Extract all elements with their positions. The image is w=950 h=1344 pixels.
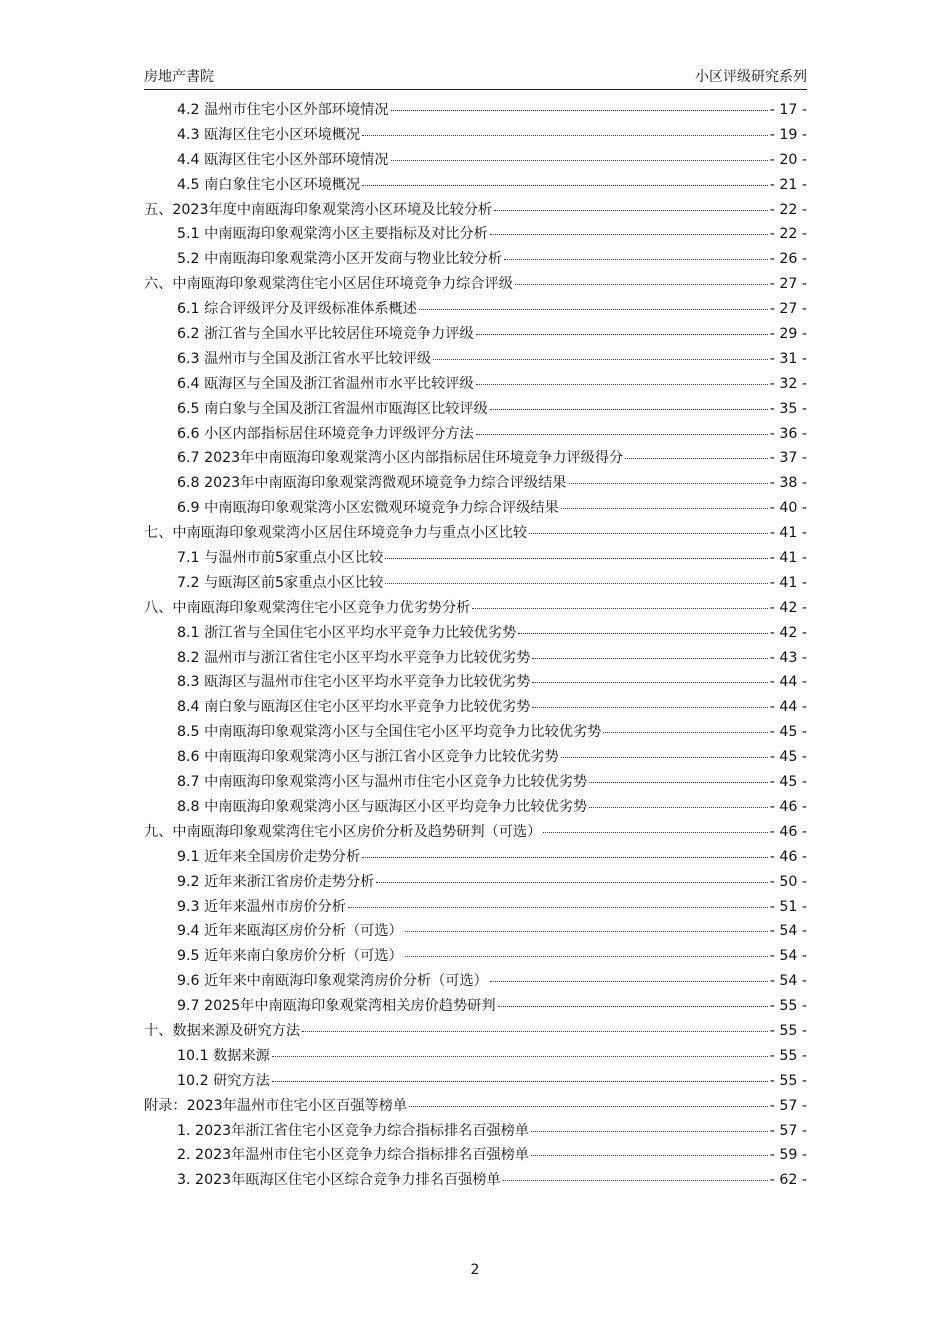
toc-entry-label: 7.2 与瓯海区前5家重点小区比较 bbox=[177, 574, 384, 591]
toc-dot-leader bbox=[391, 159, 768, 161]
toc-entry-page: - 22 - bbox=[769, 201, 807, 218]
toc-entry-page: - 55 - bbox=[769, 1072, 807, 1089]
toc-entry-label: 8.4 南白象与瓯海区住宅小区平均水平竞争力比较优劣势 bbox=[177, 699, 531, 716]
toc-entry[interactable] bbox=[144, 149, 807, 174]
toc-dot-leader bbox=[504, 258, 768, 260]
toc-entry-label: 十、数据来源及研究方法 bbox=[144, 1022, 301, 1039]
toc-entry[interactable] bbox=[144, 970, 807, 995]
toc-entry-label: 4.5 南白象住宅小区环境概况 bbox=[177, 176, 361, 193]
toc-dot-leader bbox=[494, 209, 767, 211]
toc-entry-label: 八、中南瓯海印象观棠湾住宅小区竞争力优劣势分析 bbox=[144, 599, 471, 616]
toc-entry-page: - 41 - bbox=[769, 550, 807, 567]
toc-dot-leader bbox=[569, 482, 768, 484]
toc-entry-label: 2. 2023年温州市住宅小区竞争力综合指标排名百强榜单 bbox=[177, 1147, 530, 1164]
toc-entry-page: - 42 - bbox=[769, 599, 807, 616]
toc-entry-label: 7.1 与温州市前5家重点小区比较 bbox=[177, 550, 384, 567]
toc-entry[interactable] bbox=[144, 398, 807, 423]
toc-entry[interactable] bbox=[144, 821, 807, 846]
toc-entry-page: - 29 - bbox=[769, 326, 807, 343]
toc-entry[interactable] bbox=[144, 199, 807, 224]
toc-entry[interactable] bbox=[144, 721, 807, 746]
toc-entry-page: - 51 - bbox=[769, 898, 807, 915]
toc-entry[interactable] bbox=[144, 572, 807, 597]
toc-entry-label: 6.2 浙江省与全国水平比较居住环境竞争力评级 bbox=[177, 326, 474, 343]
toc-dot-leader bbox=[490, 233, 768, 235]
toc-entry-page: - 44 - bbox=[769, 674, 807, 691]
toc-entry-label: 6.6 小区内部指标居住环境竞争力评级评分方法 bbox=[177, 425, 474, 442]
toc-entry-label: 9.1 近年来全国房价走势分析 bbox=[177, 848, 361, 865]
toc-entry-label: 6.9 中南瓯海印象观棠湾小区宏微观环境竞争力综合评级结果 bbox=[177, 500, 559, 517]
toc-entry[interactable] bbox=[144, 497, 807, 522]
toc-entry-page: - 31 - bbox=[769, 350, 807, 367]
toc-entry-label: 8.8 中南瓯海印象观棠湾小区与瓯海区小区平均竞争力比较优劣势 bbox=[177, 798, 588, 815]
toc-entry[interactable] bbox=[144, 348, 807, 373]
toc-entry-label: 5.1 中南瓯海印象观棠湾小区主要指标及对比分析 bbox=[177, 226, 488, 243]
toc-dot-leader bbox=[385, 557, 767, 559]
toc-dot-leader bbox=[476, 383, 768, 385]
toc-entry[interactable] bbox=[144, 1144, 807, 1169]
toc-dot-leader bbox=[385, 582, 767, 584]
toc-entry-label: 4.4 瓯海区住宅小区外部环境情况 bbox=[177, 151, 389, 168]
toc-entry-page: - 45 - bbox=[769, 724, 807, 741]
toc-entry-page: - 50 - bbox=[769, 873, 807, 890]
toc-entry-label: 9.6 近年来中南瓯海印象观棠湾房价分析（可选） bbox=[177, 973, 488, 990]
toc-dot-leader bbox=[405, 930, 768, 932]
toc-entry-page: - 54 - bbox=[769, 973, 807, 990]
header-right-title: 小区评级研究系列 bbox=[695, 69, 807, 85]
toc-entry[interactable] bbox=[144, 273, 807, 298]
toc-entry-page: - 32 - bbox=[769, 375, 807, 392]
toc-entry[interactable] bbox=[144, 1120, 807, 1145]
toc-entry[interactable] bbox=[144, 124, 807, 149]
toc-entry-label: 8.7 中南瓯海印象观棠湾小区与温州市住宅小区竞争力比较优劣势 bbox=[177, 774, 588, 791]
toc-dot-leader bbox=[603, 731, 767, 733]
toc-dot-leader bbox=[515, 283, 768, 285]
toc-dot-leader bbox=[561, 756, 768, 758]
toc-entry[interactable] bbox=[144, 771, 807, 796]
toc-entry-page: - 27 - bbox=[769, 276, 807, 293]
toc-entry-page: - 55 - bbox=[769, 998, 807, 1015]
toc-dot-leader bbox=[503, 1179, 768, 1181]
toc-entry-label: 4.3 瓯海区住宅小区环境概况 bbox=[177, 126, 361, 143]
toc-entry-page: - 27 - bbox=[769, 301, 807, 318]
toc-dot-leader bbox=[391, 109, 768, 111]
toc-entry[interactable] bbox=[144, 547, 807, 572]
toc-entry[interactable] bbox=[144, 796, 807, 821]
toc-dot-leader bbox=[589, 781, 768, 783]
page-number: 2 bbox=[470, 1262, 480, 1278]
toc-entry-page: - 62 - bbox=[769, 1172, 807, 1189]
toc-dot-leader bbox=[531, 1130, 768, 1132]
toc-entry-label: 七、中南瓯海印象观棠湾小区居住环境竞争力与重点小区比较 bbox=[144, 525, 528, 542]
toc-dot-leader bbox=[376, 881, 767, 883]
toc-entry-label: 1. 2023年浙江省住宅小区竞争力综合指标排名百强榜单 bbox=[177, 1122, 530, 1139]
toc-entry-label: 9.7 2025年中南瓯海印象观棠湾相关房价趋势研判 bbox=[177, 998, 496, 1015]
toc-dot-leader bbox=[531, 1154, 768, 1156]
toc-entry-label: 9.3 近年来温州市房价分析 bbox=[177, 898, 346, 915]
toc-entry[interactable] bbox=[144, 1045, 807, 1070]
toc-dot-leader bbox=[532, 681, 767, 683]
toc-entry-page: - 41 - bbox=[769, 574, 807, 591]
toc-dot-leader bbox=[498, 1005, 768, 1007]
toc-entry[interactable] bbox=[144, 174, 807, 199]
toc-dot-leader bbox=[362, 856, 768, 858]
toc-entry-page: - 57 - bbox=[769, 1122, 807, 1139]
toc-entry[interactable] bbox=[144, 1020, 807, 1045]
toc-entry[interactable] bbox=[144, 622, 807, 647]
toc-dot-leader bbox=[419, 308, 768, 310]
toc-dot-leader bbox=[589, 806, 768, 808]
toc-entry-page: - 20 - bbox=[769, 151, 807, 168]
toc-entry-label: 九、中南瓯海印象观棠湾住宅小区房价分析及趋势研判（可选） bbox=[144, 823, 542, 840]
toc-dot-leader bbox=[272, 1080, 768, 1082]
toc-entry[interactable] bbox=[144, 223, 807, 248]
toc-entry[interactable] bbox=[144, 447, 807, 472]
toc-entry[interactable] bbox=[144, 945, 807, 970]
toc-entry[interactable] bbox=[144, 920, 807, 945]
toc-entry-page: - 54 - bbox=[769, 948, 807, 965]
toc-entry-label: 6.3 温州市与全国及浙江省水平比较评级 bbox=[177, 350, 432, 367]
toc-entry[interactable] bbox=[144, 298, 807, 323]
toc-entry-page: - 36 - bbox=[769, 425, 807, 442]
toc-entry[interactable] bbox=[144, 1070, 807, 1095]
toc-entry-label: 五、2023年度中南瓯海印象观棠湾小区环境及比较分析 bbox=[144, 201, 493, 218]
toc-entry[interactable] bbox=[144, 647, 807, 672]
toc-entry[interactable] bbox=[144, 597, 807, 622]
toc-entry-label: 六、中南瓯海印象观棠湾住宅小区居住环境竞争力综合评级 bbox=[144, 276, 513, 293]
toc-entry-page: - 46 - bbox=[769, 798, 807, 815]
toc-entry-page: - 35 - bbox=[769, 400, 807, 417]
toc-entry[interactable] bbox=[144, 696, 807, 721]
toc-entry-label: 8.2 温州市与浙江省住宅小区平均水平竞争力比较优劣势 bbox=[177, 649, 531, 666]
toc-dot-leader bbox=[405, 955, 768, 957]
toc-entry-page: - 45 - bbox=[769, 749, 807, 766]
toc-entry-label: 3. 2023年瓯海区住宅小区综合竞争力排名百强榜单 bbox=[177, 1172, 501, 1189]
toc-entry[interactable] bbox=[144, 1095, 807, 1120]
toc-dot-leader bbox=[362, 184, 768, 186]
toc-entry-page: - 55 - bbox=[769, 1022, 807, 1039]
toc-entry-label: 6.8 2023年中南瓯海印象观棠湾微观环境竞争力综合评级结果 bbox=[177, 475, 567, 492]
toc-dot-leader bbox=[302, 1030, 768, 1032]
toc-entry-page: - 46 - bbox=[769, 823, 807, 840]
toc-dot-leader bbox=[472, 607, 767, 609]
toc-entry-page: - 26 - bbox=[769, 251, 807, 268]
toc-entry-label: 9.4 近年来瓯海区房价分析（可选） bbox=[177, 923, 403, 940]
toc-entry[interactable] bbox=[144, 746, 807, 771]
toc-dot-leader bbox=[561, 507, 768, 509]
toc-entry-page: - 19 - bbox=[769, 126, 807, 143]
toc-entry-label: 6.4 瓯海区与全国及浙江省温州市水平比较评级 bbox=[177, 375, 474, 392]
toc-entry-label: 10.1 数据来源 bbox=[177, 1047, 270, 1064]
toc-dot-leader bbox=[518, 632, 767, 634]
toc-dot-leader bbox=[532, 706, 767, 708]
toc-entry[interactable] bbox=[144, 671, 807, 696]
toc-entry-page: - 21 - bbox=[769, 176, 807, 193]
toc-entry[interactable] bbox=[144, 522, 807, 547]
toc-entry-page: - 44 - bbox=[769, 699, 807, 716]
toc-entry-label: 10.2 研究方法 bbox=[177, 1072, 270, 1089]
toc-entry[interactable] bbox=[144, 248, 807, 273]
toc-entry-page: - 40 - bbox=[769, 500, 807, 517]
toc-entry-page: - 46 - bbox=[769, 848, 807, 865]
toc-entry[interactable] bbox=[144, 373, 807, 398]
toc-entry-label: 8.6 中南瓯海印象观棠湾小区与浙江省小区竞争力比较优劣势 bbox=[177, 749, 559, 766]
toc-entry-label: 4.2 温州市住宅小区外部环境情况 bbox=[177, 102, 389, 118]
header-left-title: 房地产書院 bbox=[144, 69, 214, 85]
toc-dot-leader bbox=[476, 333, 768, 335]
toc-entry-page: - 17 - bbox=[769, 102, 807, 118]
toc-entry-label: 6.5 南白象与全国及浙江省温州市瓯海区比较评级 bbox=[177, 400, 488, 417]
toc-entry[interactable] bbox=[144, 423, 807, 448]
toc-entry[interactable] bbox=[144, 871, 807, 896]
toc-entry[interactable] bbox=[144, 472, 807, 497]
toc-entry[interactable] bbox=[144, 846, 807, 871]
toc-dot-leader bbox=[476, 433, 768, 435]
toc-entry-label: 6.1 综合评级评分及评级标准体系概述 bbox=[177, 301, 417, 318]
toc-entry-page: - 45 - bbox=[769, 774, 807, 791]
toc-entry-label: 附录：2023年温州市住宅小区百强等榜单 bbox=[144, 1097, 408, 1114]
toc-dot-leader bbox=[409, 1105, 768, 1107]
toc-entry[interactable] bbox=[144, 896, 807, 921]
toc-entry-page: - 59 - bbox=[769, 1147, 807, 1164]
toc-dot-leader bbox=[348, 906, 768, 908]
toc-entry-page: - 57 - bbox=[769, 1097, 807, 1114]
toc-entry-page: - 22 - bbox=[769, 226, 807, 243]
toc-entry-label: 9.2 近年来浙江省房价走势分析 bbox=[177, 873, 375, 890]
toc-dot-leader bbox=[532, 657, 767, 659]
toc-entry-label: 8.3 瓯海区与温州市住宅小区平均水平竞争力比较优劣势 bbox=[177, 674, 531, 691]
toc-dot-leader bbox=[625, 457, 767, 459]
toc-entry-page: - 55 - bbox=[769, 1047, 807, 1064]
toc-dot-leader bbox=[433, 358, 768, 360]
toc-entry-label: 5.2 中南瓯海印象观棠湾小区开发商与物业比较分析 bbox=[177, 251, 503, 268]
toc-entry-label: 8.1 浙江省与全国住宅小区平均水平竞争力比较优劣势 bbox=[177, 624, 517, 641]
toc-entry-page: - 38 - bbox=[769, 475, 807, 492]
toc-entry-label: 9.5 近年来南白象房价分析（可选） bbox=[177, 948, 403, 965]
toc-entry[interactable] bbox=[144, 323, 807, 348]
table-of-contents bbox=[144, 99, 807, 1194]
toc-entry-label: 6.7 2023年中南瓯海印象观棠湾小区内部指标居住环境竞争力评级得分 bbox=[177, 450, 624, 467]
toc-dot-leader bbox=[362, 134, 768, 136]
toc-entry[interactable] bbox=[144, 1169, 807, 1194]
toc-dot-leader bbox=[490, 980, 768, 982]
page-header bbox=[144, 67, 807, 90]
toc-entry-label: 8.5 中南瓯海印象观棠湾小区与全国住宅小区平均竞争力比较优劣势 bbox=[177, 724, 602, 741]
toc-entry-page: - 54 - bbox=[769, 923, 807, 940]
toc-entry-page: - 43 - bbox=[769, 649, 807, 666]
toc-entry-page: - 37 - bbox=[769, 450, 807, 467]
toc-dot-leader bbox=[490, 408, 768, 410]
toc-dot-leader bbox=[272, 1055, 768, 1057]
toc-entry-page: - 42 - bbox=[769, 624, 807, 641]
toc-entry[interactable] bbox=[144, 995, 807, 1020]
toc-dot-leader bbox=[543, 831, 767, 833]
toc-entry[interactable] bbox=[144, 99, 807, 124]
toc-dot-leader bbox=[529, 532, 768, 534]
toc-entry-page: - 41 - bbox=[769, 525, 807, 542]
